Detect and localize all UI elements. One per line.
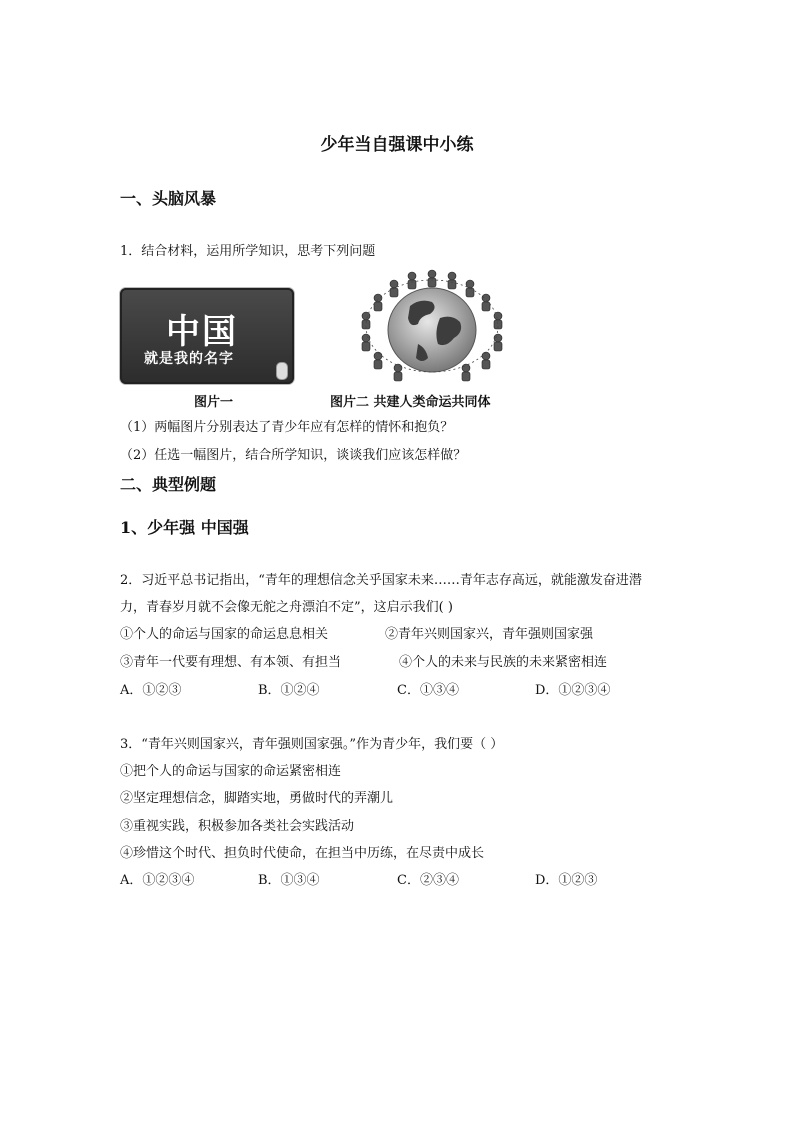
picture-two-caption: 图片二 共建人类命运共同体	[330, 395, 491, 410]
question-2-option-a: A．①②③	[120, 683, 182, 698]
question-3-option-b: B．①③④	[258, 873, 320, 888]
question-2-line2: 力，青春岁月就不会像无舵之舟漂泊不定”，这启示我们( )	[120, 600, 453, 615]
question-3-option-a: A．①②③④	[120, 873, 195, 888]
question-1-sub1: （1）两幅图片分别表达了青少年应有怎样的情怀和抱负？	[120, 420, 454, 435]
globe-people-illustration	[348, 266, 516, 384]
question-3-item4: ④珍惜这个时代、担负时代使命，在担当中历练，在尽责中成长	[120, 846, 485, 861]
subsection-heading: 1、少年强 中国强	[120, 518, 249, 537]
question-2-item1: ①个人的命运与国家的命运息息相关	[120, 627, 329, 642]
page-title: 少年当自强课中小练	[320, 135, 474, 155]
question-2-option-c: C．①③④	[397, 683, 459, 698]
picture-two-image	[348, 266, 516, 384]
picture-one-line2: 就是我的名字	[144, 351, 234, 367]
section-heading-brainstorm: 一、头脑风暴	[120, 189, 217, 208]
picture-one-line1: 中国	[166, 312, 238, 352]
picture-one-caption: 图片一	[194, 395, 234, 410]
question-3-item3: ③重视实践，积极参加各类社会实践活动	[120, 819, 355, 834]
question-2-item4: ④个人的未来与民族的未来紧密相连	[399, 655, 608, 670]
section-heading-examples: 二、典型例题	[120, 475, 217, 494]
question-3-stem: 3．“青年兴则国家兴，青年强则国家强。”作为青少年，我们要（ ）	[120, 737, 504, 752]
question-2-line1: 2．习近平总书记指出，“青年的理想信念关乎国家未来……青年志存高远，就能激发奋进潜	[120, 573, 642, 588]
question-1-sub2: （2）任选一幅图片，结合所学知识，谈谈我们应该怎样做？	[120, 448, 467, 463]
question-2-option-b: B．①②④	[258, 683, 320, 698]
question-2-item3: ③青年一代要有理想、有本领、有担当	[120, 655, 342, 670]
picture-one-image	[120, 288, 294, 384]
mouse-icon	[276, 362, 288, 380]
question-3-option-d: D．①②③	[535, 873, 598, 888]
question-1-stem: 1．结合材料，运用所学知识，思考下列问题	[120, 244, 376, 259]
question-3-option-c: C．②③④	[397, 873, 459, 888]
question-3-item2: ②坚定理想信念，脚踏实地，勇做时代的弄潮儿	[120, 791, 394, 806]
question-3-item1: ①把个人的命运与国家的命运紧密相连	[120, 764, 342, 779]
question-2-option-d: D．①②③④	[535, 683, 611, 698]
question-2-item2: ②青年兴则国家兴，青年强则国家强	[385, 627, 594, 642]
